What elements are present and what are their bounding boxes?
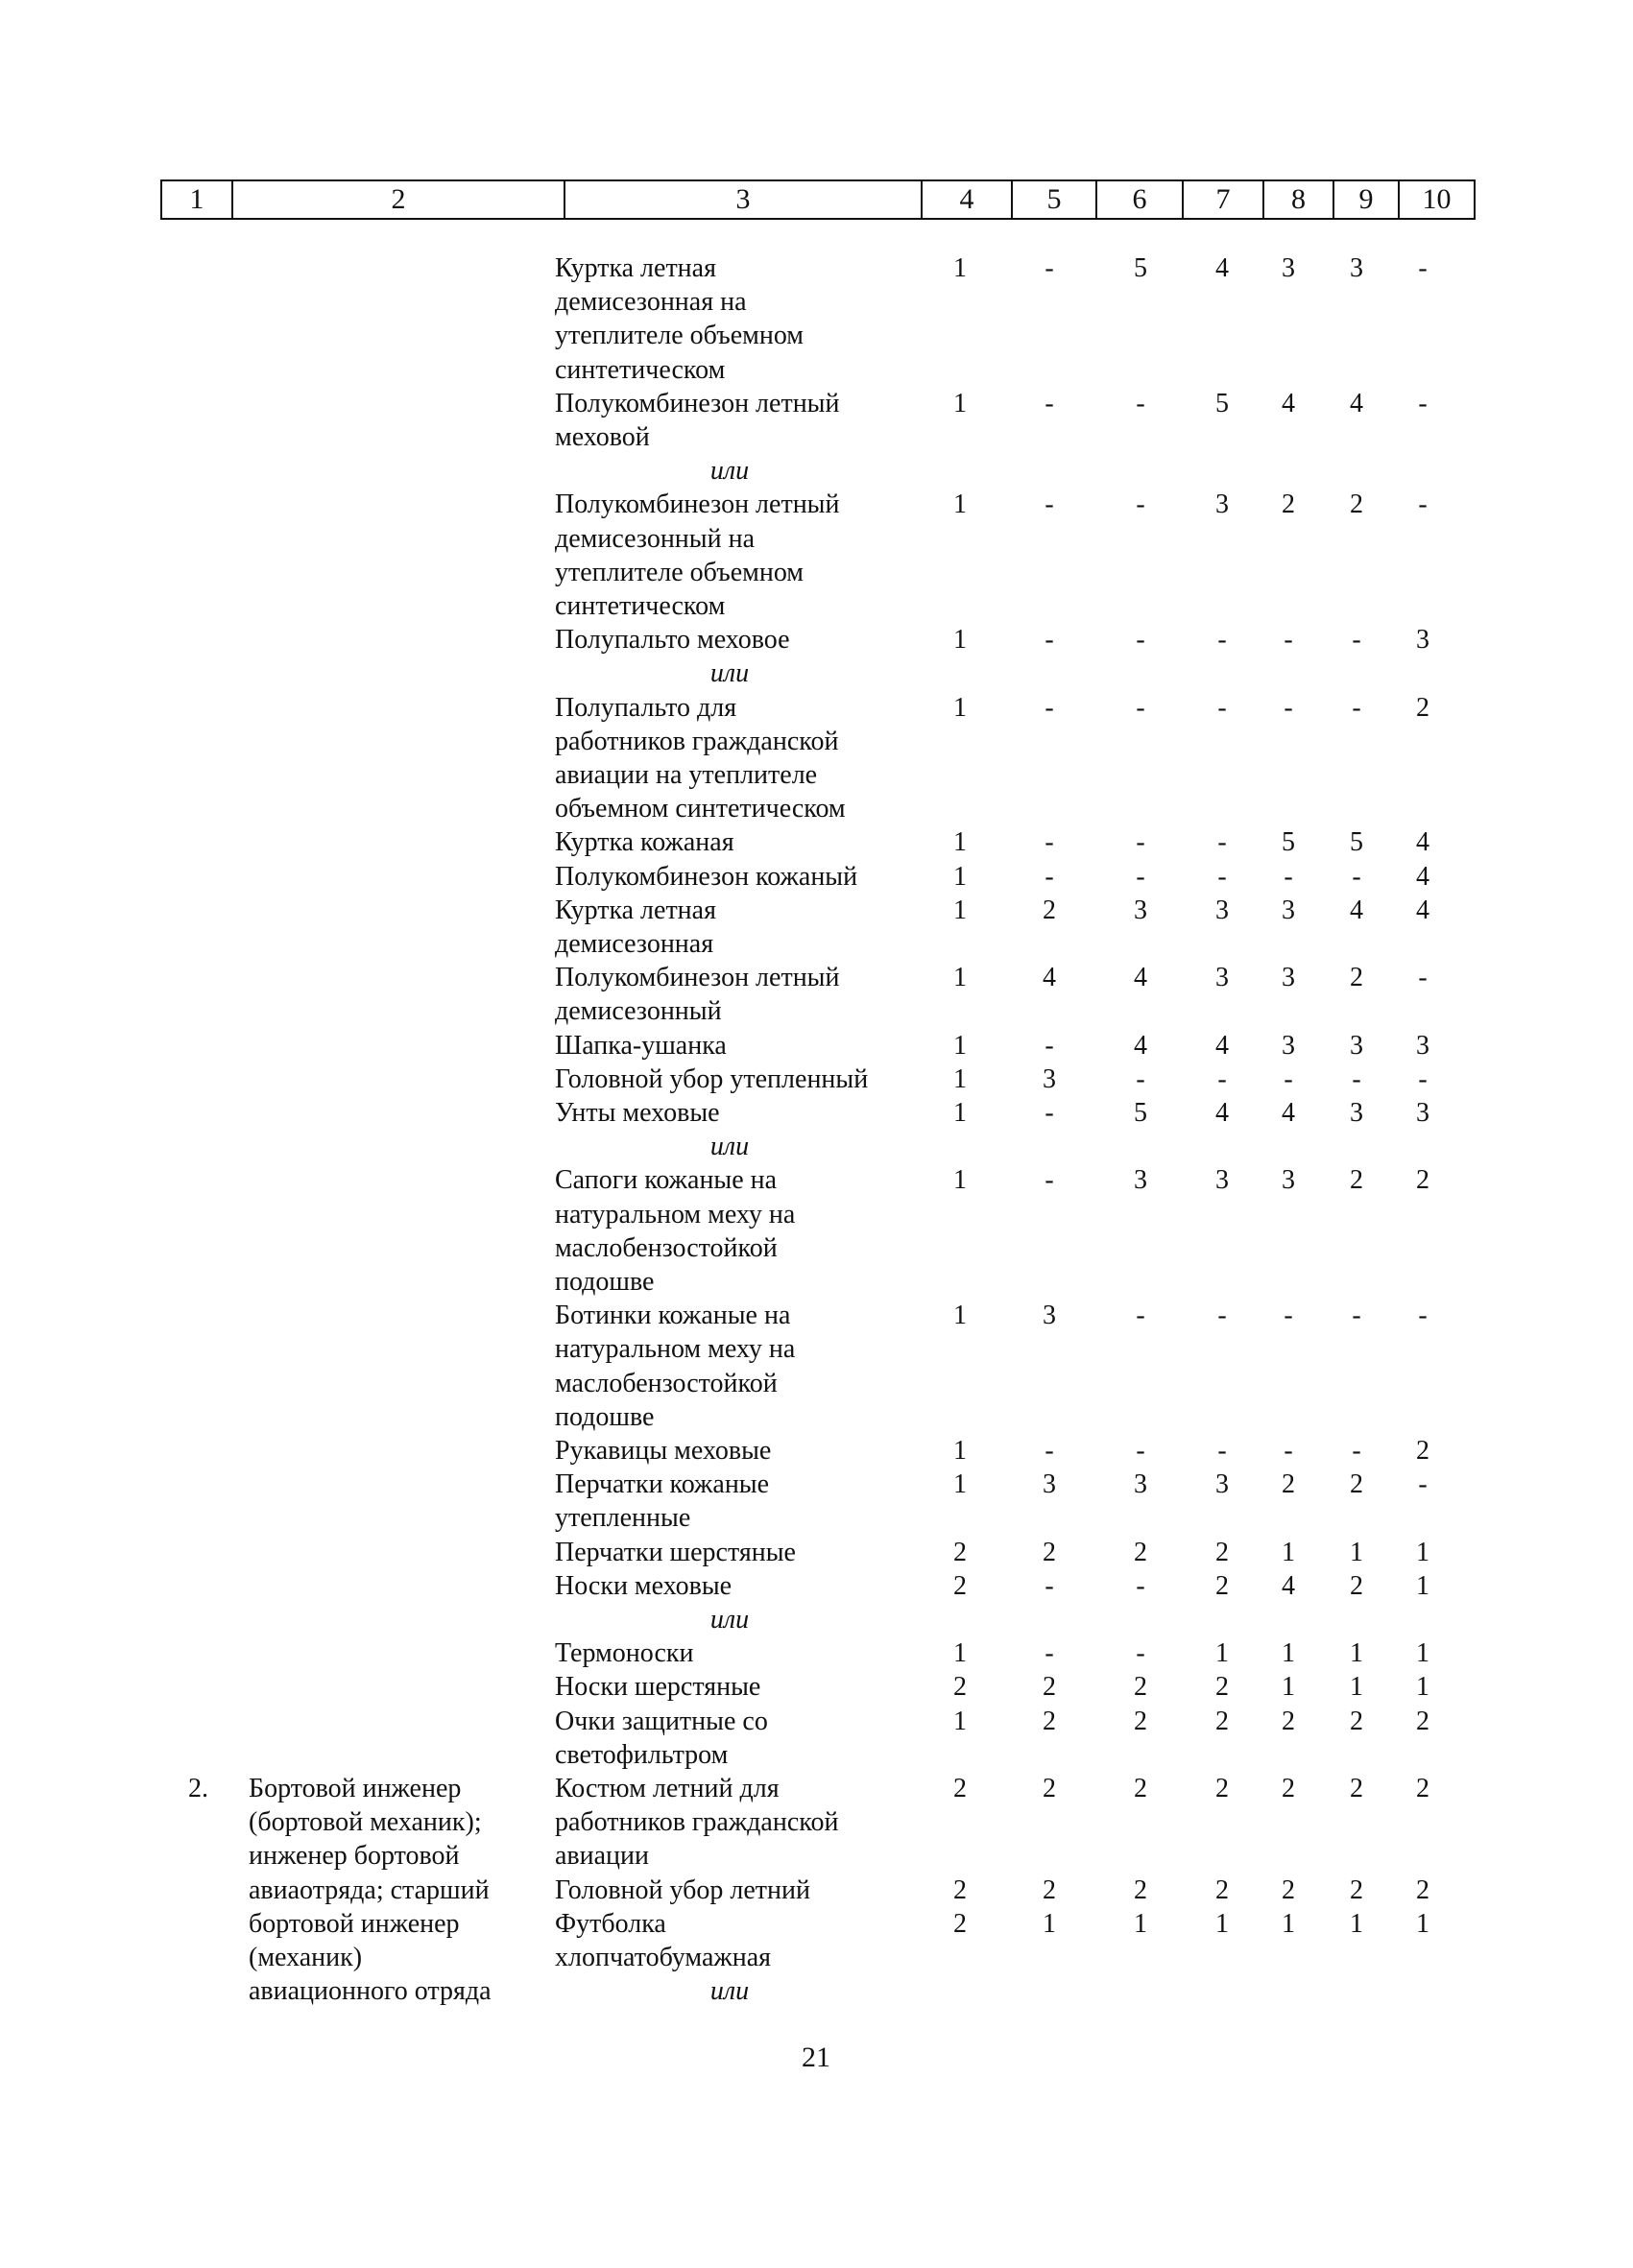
value-col-6: - — [1136, 625, 1145, 656]
value-col-4: 1 — [953, 1301, 967, 1331]
value-col-8: - — [1284, 692, 1293, 723]
value-col-8: 4 — [1282, 1098, 1295, 1128]
value-col-6: - — [1136, 489, 1145, 520]
value-col-4: 1 — [953, 1436, 967, 1466]
item-name-line: хлопчатобумажная — [555, 1943, 772, 1972]
value-col-5: 2 — [1043, 1537, 1056, 1567]
value-col-9: 3 — [1350, 1098, 1363, 1128]
value-col-5: - — [1045, 489, 1054, 520]
value-col-4: 2 — [953, 1537, 967, 1567]
item-name-line: Полупальто для — [555, 692, 737, 723]
value-col-6: - — [1136, 388, 1145, 418]
or-separator: или — [709, 1132, 750, 1162]
value-col-7: 2 — [1215, 1874, 1229, 1905]
value-col-5: 3 — [1043, 1469, 1056, 1500]
item-name-line: подошве — [555, 1267, 655, 1297]
value-col-9: - — [1352, 625, 1361, 656]
value-col-5: - — [1045, 827, 1054, 858]
value-col-6: - — [1136, 692, 1145, 723]
value-col-5: 2 — [1043, 1874, 1056, 1905]
item-name-line: Костюм летний для — [555, 1774, 780, 1803]
value-col-10: - — [1418, 1469, 1428, 1500]
item-name-line: Носки шерстяные — [555, 1672, 761, 1703]
value-col-7: 3 — [1215, 963, 1229, 993]
value-col-6: - — [1136, 827, 1145, 858]
value-col-9: 1 — [1350, 1908, 1363, 1939]
item-name-line: авиации на утеплителе — [555, 760, 818, 790]
item-name-line: авиации — [555, 1841, 650, 1872]
value-col-9: 2 — [1350, 963, 1363, 993]
value-col-9: 2 — [1350, 1165, 1363, 1196]
value-col-5: - — [1045, 625, 1054, 656]
item-name-line: демисезонный — [555, 996, 722, 1027]
item-name-line: синтетическом — [555, 591, 726, 621]
item-name-line: Куртка летная — [555, 253, 716, 283]
value-col-5: 3 — [1043, 1301, 1056, 1331]
value-col-5: - — [1045, 1030, 1054, 1061]
value-col-4: 1 — [953, 1706, 967, 1736]
value-col-10: 2 — [1416, 1774, 1429, 1803]
value-col-7: 4 — [1215, 253, 1229, 283]
value-col-6: - — [1136, 1301, 1145, 1331]
item-name-line: демисезонная — [555, 929, 714, 959]
or-separator: или — [709, 456, 750, 487]
value-col-9: - — [1352, 1301, 1361, 1331]
item-name-line: Перчатки кожаные — [555, 1469, 770, 1500]
value-col-7: 2 — [1215, 1706, 1229, 1736]
value-col-7: - — [1217, 1063, 1227, 1094]
value-col-8: - — [1284, 1063, 1293, 1094]
value-col-4: 1 — [953, 1638, 967, 1669]
item-name-line: Полукомбинезон летный — [555, 388, 840, 418]
value-col-9: 2 — [1350, 1706, 1363, 1736]
value-col-10: 1 — [1416, 1570, 1429, 1601]
or-separator: или — [709, 658, 750, 689]
value-col-5: - — [1045, 861, 1054, 892]
header-cell-7: 7 — [1182, 181, 1262, 218]
value-col-8: 3 — [1282, 895, 1295, 925]
value-col-10: 2 — [1416, 1874, 1429, 1905]
value-col-4: 1 — [953, 388, 967, 418]
item-name-line: утеплителе объемном — [555, 557, 804, 587]
value-col-6: 2 — [1134, 1774, 1147, 1803]
value-col-4: 1 — [953, 827, 967, 858]
value-col-4: 2 — [953, 1908, 967, 1939]
value-col-4: 2 — [953, 1672, 967, 1703]
value-col-6: - — [1136, 1436, 1145, 1466]
item-name-line: Рукавицы меховые — [555, 1436, 772, 1466]
value-col-7: 2 — [1215, 1570, 1229, 1601]
value-col-7: 4 — [1215, 1030, 1229, 1061]
item-name-line: Полупальто меховое — [555, 625, 790, 656]
value-col-8: 2 — [1282, 1706, 1295, 1736]
value-col-9: 2 — [1350, 1469, 1363, 1500]
position-title-line: инженер бортовой — [249, 1841, 460, 1872]
header-cell-2: 2 — [231, 181, 564, 218]
value-col-9: 2 — [1350, 489, 1363, 520]
value-col-8: 3 — [1282, 1030, 1295, 1061]
item-name-line: меховой — [555, 422, 650, 452]
value-col-7: - — [1217, 861, 1227, 892]
value-col-9: - — [1352, 861, 1361, 892]
value-col-6: 5 — [1134, 1098, 1147, 1128]
value-col-10: 3 — [1416, 625, 1429, 656]
value-col-4: 1 — [953, 895, 967, 925]
value-col-10: 4 — [1416, 861, 1429, 892]
item-name-line: натуральном меху на — [555, 1334, 796, 1365]
item-name-line: Полукомбинезон кожаный — [555, 861, 858, 892]
position-title-line: (механик) — [249, 1943, 363, 1972]
value-col-7: - — [1217, 1436, 1227, 1466]
value-col-7: 3 — [1215, 1165, 1229, 1196]
item-name-line: Перчатки шерстяные — [555, 1537, 796, 1567]
value-col-10: - — [1418, 1063, 1428, 1094]
value-col-7: 5 — [1215, 388, 1229, 418]
position-title-line: бортовой инженер — [249, 1908, 460, 1939]
value-col-5: - — [1045, 1098, 1054, 1128]
value-col-4: 1 — [953, 625, 967, 656]
value-col-10: - — [1418, 489, 1428, 520]
value-col-10: 1 — [1416, 1638, 1429, 1669]
item-name-line: светофильтром — [555, 1739, 729, 1770]
value-col-5: 1 — [1043, 1908, 1056, 1939]
item-name-line: Унты меховые — [555, 1098, 720, 1128]
value-col-10: 1 — [1416, 1908, 1429, 1939]
value-col-8: 2 — [1282, 1469, 1295, 1500]
header-cell-9: 9 — [1333, 181, 1398, 218]
value-col-4: 2 — [953, 1874, 967, 1905]
value-col-8: - — [1284, 1436, 1293, 1466]
value-col-4: 1 — [953, 692, 967, 723]
value-col-7: 2 — [1215, 1672, 1229, 1703]
header-cell-10: 10 — [1398, 181, 1476, 218]
value-col-9: 1 — [1350, 1537, 1363, 1567]
position-title-line: (бортовой механик); — [249, 1807, 482, 1838]
value-col-7: 3 — [1215, 895, 1229, 925]
value-col-5: 2 — [1043, 1672, 1056, 1703]
value-col-8: 1 — [1282, 1672, 1295, 1703]
value-col-7: 3 — [1215, 1469, 1229, 1500]
value-col-8: 1 — [1282, 1908, 1295, 1939]
value-col-7: - — [1217, 692, 1227, 723]
value-col-9: 4 — [1350, 388, 1363, 418]
value-col-10: 3 — [1416, 1030, 1429, 1061]
value-col-10: 2 — [1416, 1436, 1429, 1466]
value-col-8: 4 — [1282, 388, 1295, 418]
header-cell-6: 6 — [1095, 181, 1182, 218]
value-col-6: - — [1136, 861, 1145, 892]
value-col-5: 2 — [1043, 895, 1056, 925]
value-col-9: 1 — [1350, 1672, 1363, 1703]
value-col-10: 1 — [1416, 1672, 1429, 1703]
or-separator: или — [709, 1976, 750, 2007]
value-col-8: 4 — [1282, 1570, 1295, 1601]
value-col-5: 2 — [1043, 1706, 1056, 1736]
value-col-7: - — [1217, 1301, 1227, 1331]
value-col-5: 2 — [1043, 1774, 1056, 1803]
item-name-line: маслобензостойкой — [555, 1232, 778, 1263]
value-col-10: - — [1418, 388, 1428, 418]
item-name-line: натуральном меху на — [555, 1199, 796, 1229]
item-name-line: Головной убор летний — [555, 1874, 810, 1905]
value-col-4: 1 — [953, 1165, 967, 1196]
value-col-4: 1 — [953, 963, 967, 993]
item-name-line: Очки защитные со — [555, 1706, 768, 1736]
header-cell-5: 5 — [1011, 181, 1095, 218]
value-col-8: - — [1284, 861, 1293, 892]
value-col-6: - — [1136, 1063, 1145, 1094]
value-col-9: 2 — [1350, 1570, 1363, 1601]
value-col-7: 4 — [1215, 1098, 1229, 1128]
value-col-5: 3 — [1043, 1063, 1056, 1094]
value-col-6: 2 — [1134, 1706, 1147, 1736]
value-col-8: 2 — [1282, 1874, 1295, 1905]
item-name-line: Полукомбинезон летный — [555, 963, 840, 993]
value-col-10: - — [1418, 963, 1428, 993]
value-col-6: - — [1136, 1638, 1145, 1669]
table-header-row — [160, 179, 1476, 220]
value-col-10: 4 — [1416, 895, 1429, 925]
value-col-7: 3 — [1215, 489, 1229, 520]
value-col-8: 3 — [1282, 963, 1295, 993]
value-col-9: - — [1352, 1436, 1361, 1466]
page-number: 21 — [802, 2041, 830, 2073]
value-col-7: - — [1217, 827, 1227, 858]
header-cell-8: 8 — [1262, 181, 1333, 218]
value-col-6: - — [1136, 1570, 1145, 1601]
value-col-6: 3 — [1134, 1165, 1147, 1196]
value-col-10: 3 — [1416, 1098, 1429, 1128]
value-col-9: 1 — [1350, 1638, 1363, 1669]
value-col-5: - — [1045, 1638, 1054, 1669]
value-col-10: 2 — [1416, 1165, 1429, 1196]
value-col-6: 2 — [1134, 1672, 1147, 1703]
item-name-line: подошве — [555, 1401, 655, 1432]
value-col-10: 1 — [1416, 1537, 1429, 1567]
item-name-line: утеплителе объемном — [555, 321, 804, 351]
value-col-4: 1 — [953, 1098, 967, 1128]
section-number: 2. — [188, 1774, 208, 1803]
value-col-4: 2 — [953, 1774, 967, 1803]
item-name-line: маслобензостойкой — [555, 1368, 778, 1398]
value-col-5: - — [1045, 1570, 1054, 1601]
value-col-9: 4 — [1350, 895, 1363, 925]
value-col-10: 2 — [1416, 1706, 1429, 1736]
value-col-6: 4 — [1134, 1030, 1147, 1061]
value-col-10: 2 — [1416, 692, 1429, 723]
item-name-line: утепленные — [555, 1503, 691, 1534]
item-name-line: Полукомбинезон летный — [555, 489, 840, 520]
item-name-line: Головной убор утепленный — [555, 1063, 869, 1094]
value-col-7: 1 — [1215, 1908, 1229, 1939]
value-col-8: 2 — [1282, 489, 1295, 520]
value-col-5: - — [1045, 388, 1054, 418]
item-name-line: Термоноски — [555, 1638, 694, 1669]
position-title-line: авиационного отряда — [249, 1976, 492, 2007]
header-cell-1: 1 — [160, 181, 231, 218]
value-col-4: 1 — [953, 1030, 967, 1061]
value-col-8: 1 — [1282, 1537, 1295, 1567]
value-col-8: 3 — [1282, 1165, 1295, 1196]
value-col-5: 4 — [1043, 963, 1056, 993]
value-col-9: - — [1352, 692, 1361, 723]
value-col-8: 2 — [1282, 1774, 1295, 1803]
item-name-line: объемном синтетическом — [555, 794, 846, 824]
value-col-6: 4 — [1134, 963, 1147, 993]
item-name-line: Сапоги кожаные на — [555, 1165, 778, 1196]
value-col-6: 5 — [1134, 253, 1147, 283]
value-col-9: 2 — [1350, 1874, 1363, 1905]
position-title-line: авиаотряда; старший — [249, 1874, 490, 1905]
value-col-7: 1 — [1215, 1638, 1229, 1669]
item-name-line: демисезонная на — [555, 287, 747, 318]
value-col-4: 2 — [953, 1570, 967, 1601]
header-cell-3: 3 — [564, 181, 921, 218]
value-col-6: 1 — [1134, 1908, 1147, 1939]
value-col-9: 2 — [1350, 1774, 1363, 1803]
or-separator: или — [709, 1605, 750, 1635]
item-name-line: Ботинки кожаные на — [555, 1301, 791, 1331]
value-col-5: - — [1045, 1436, 1054, 1466]
value-col-10: 4 — [1416, 827, 1429, 858]
value-col-4: 1 — [953, 1063, 967, 1094]
value-col-5: - — [1045, 253, 1054, 283]
position-title-line: Бортовой инженер — [249, 1774, 462, 1803]
value-col-8: 1 — [1282, 1638, 1295, 1669]
value-col-6: 3 — [1134, 895, 1147, 925]
value-col-4: 1 — [953, 1469, 967, 1500]
value-col-10: - — [1418, 1301, 1428, 1331]
value-col-10: - — [1418, 253, 1428, 283]
value-col-9: - — [1352, 1063, 1361, 1094]
item-name-line: синтетическом — [555, 354, 726, 385]
value-col-8: - — [1284, 625, 1293, 656]
value-col-6: 2 — [1134, 1537, 1147, 1567]
value-col-5: - — [1045, 1165, 1054, 1196]
value-col-4: 1 — [953, 253, 967, 283]
item-name-line: Куртка летная — [555, 895, 716, 925]
item-name-line: Носки меховые — [555, 1570, 732, 1601]
value-col-7: 2 — [1215, 1537, 1229, 1567]
value-col-8: 3 — [1282, 253, 1295, 283]
item-name-line: работников гражданской — [555, 726, 839, 756]
value-col-4: 1 — [953, 489, 967, 520]
value-col-6: 3 — [1134, 1469, 1147, 1500]
item-name-line: Шапка-ушанка — [555, 1030, 727, 1061]
item-name-line: Футболка — [555, 1908, 666, 1939]
value-col-8: - — [1284, 1301, 1293, 1331]
item-name-line: работников гражданской — [555, 1807, 839, 1838]
value-col-9: 3 — [1350, 1030, 1363, 1061]
value-col-7: 2 — [1215, 1774, 1229, 1803]
item-name-line: демисезонный на — [555, 523, 755, 554]
value-col-5: - — [1045, 692, 1054, 723]
value-col-9: 3 — [1350, 253, 1363, 283]
header-cell-4: 4 — [921, 181, 1011, 218]
value-col-9: 5 — [1350, 827, 1363, 858]
value-col-8: 5 — [1282, 827, 1295, 858]
value-col-6: 2 — [1134, 1874, 1147, 1905]
item-name-line: Куртка кожаная — [555, 827, 734, 858]
value-col-7: - — [1217, 625, 1227, 656]
value-col-4: 1 — [953, 861, 967, 892]
